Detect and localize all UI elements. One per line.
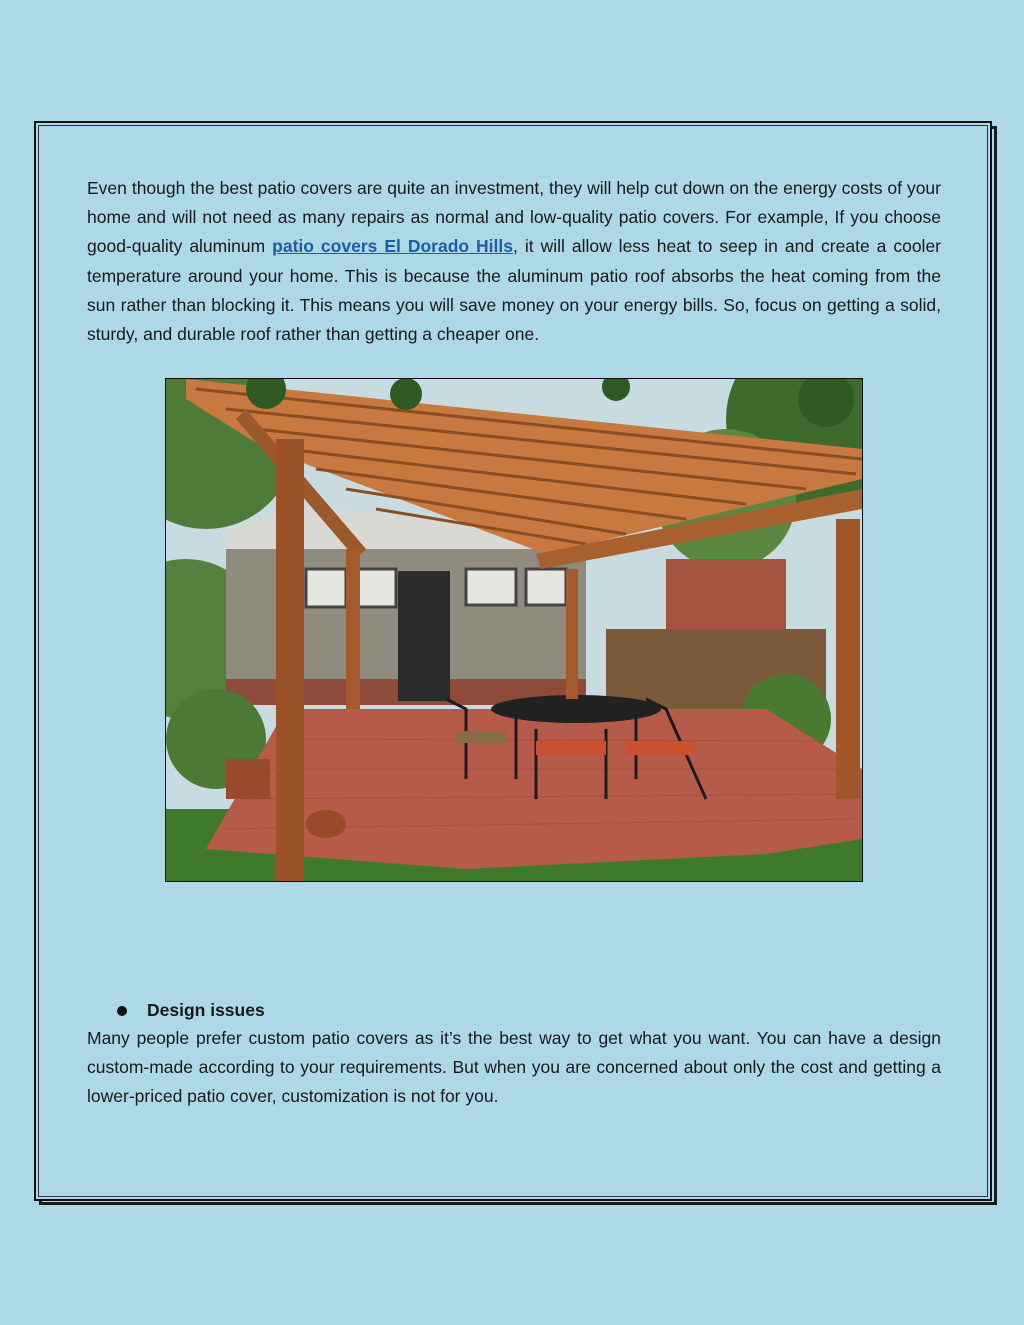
design-issues-paragraph: Many people prefer custom patio covers as it’s the best way to get what you want. You can have a design custom-made according to your requirements. But when you are concerned about only the cost and getting a lower-priced patio cover, customization is not for you. [87,1028,941,1107]
patio-covers-link[interactable]: patio covers El Dorado Hills [272,236,514,257]
intro-paragraph [87,174,941,349]
pergola-patio-photo [165,378,863,882]
bullet-icon [117,1006,127,1016]
design-issues-heading [117,996,265,1025]
intro-text-end: , it will allow less heat to seep in and create a cooler temperature around your home. This is because the aluminum patio roof absorbs the heat coming from the sun rather than blocking it. This means you will save money on your energy bills. So, focus on getting a solid, sturdy, and durable roof rather than getting a cheaper one. [87,236,942,345]
design-issues-heading-text: Design issues [147,1000,265,1020]
intro-text-start: Even though the best patio covers are quite an investment, they will help cut down on the energy costs of your home and will not need as many repairs as normal and low-quality patio covers. For example, If you choose good-quality aluminum [87,178,941,257]
